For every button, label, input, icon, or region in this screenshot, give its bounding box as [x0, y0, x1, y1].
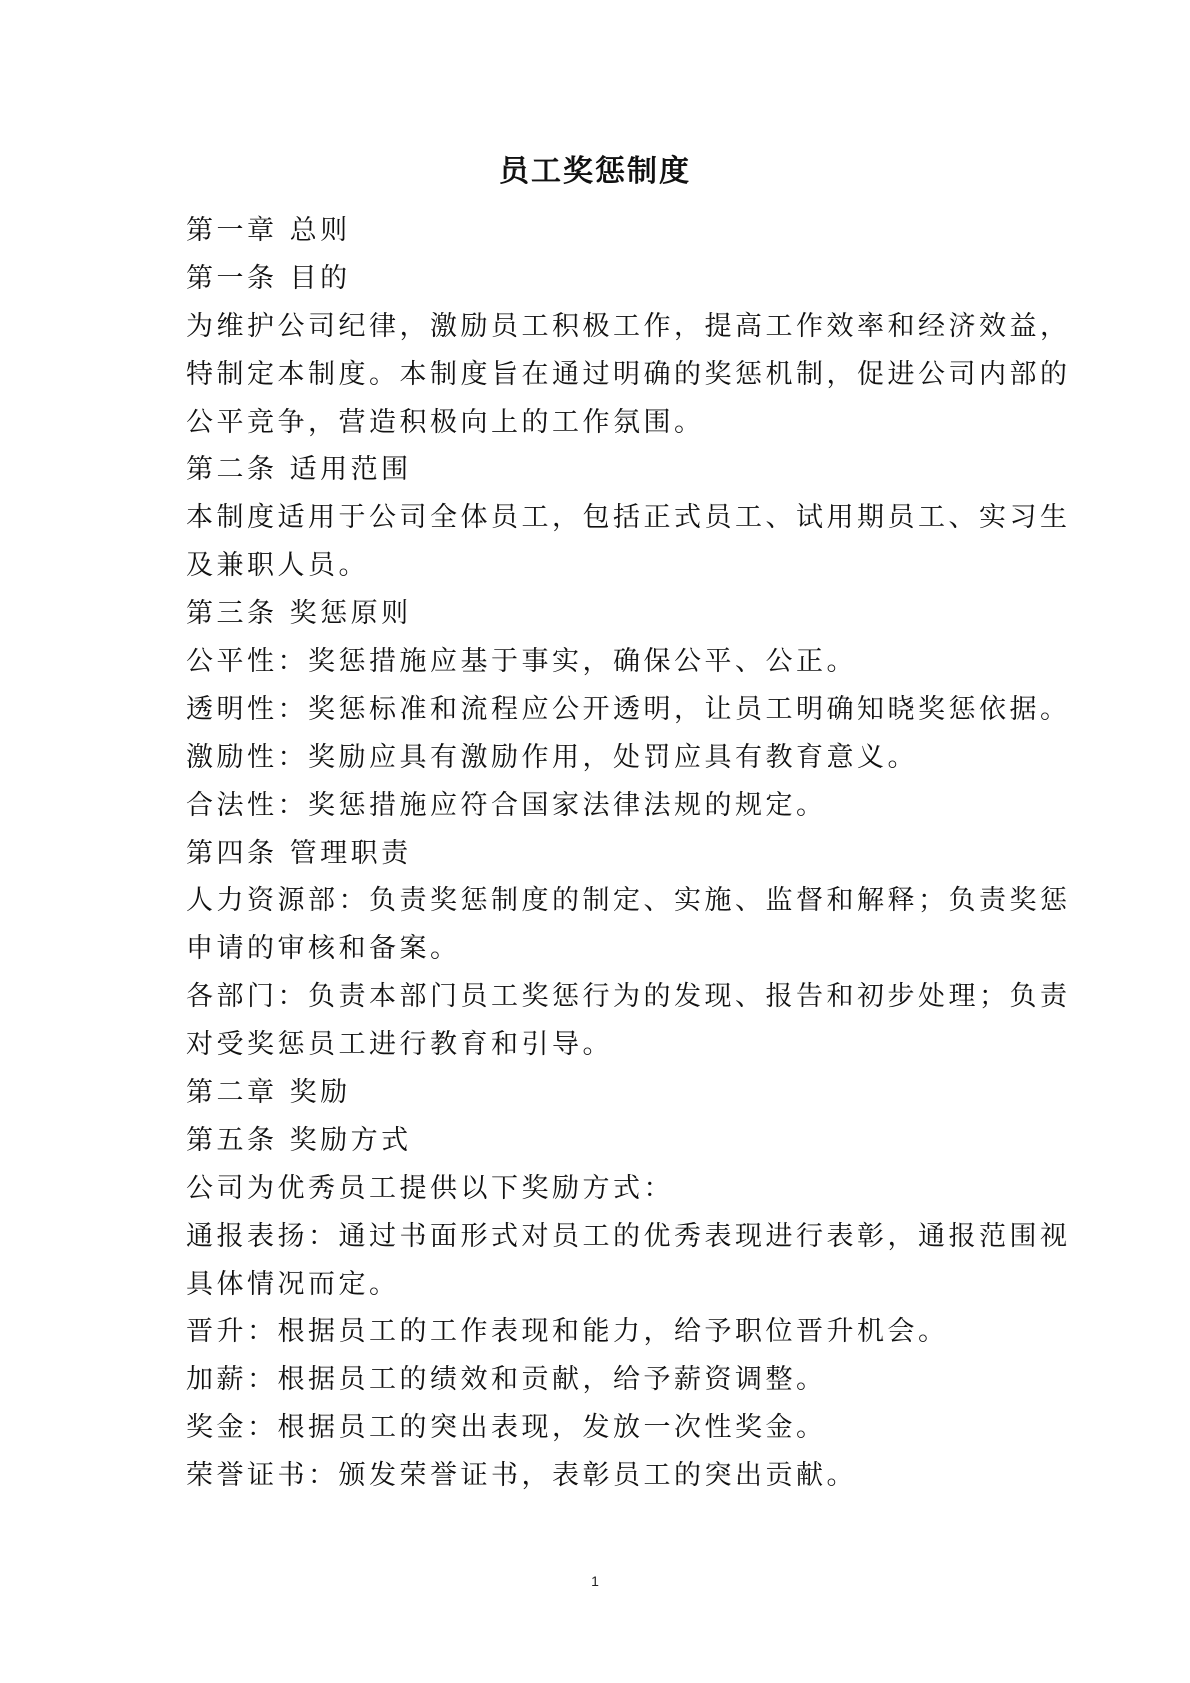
article-heading: 第一条 目的 [186, 262, 351, 294]
paragraph-line: 透明性：奖惩标准和流程应公开透明，让员工明确知晓奖惩依据。 [186, 693, 1071, 725]
article-heading: 第二条 适用范围 [186, 454, 412, 486]
paragraph-line: 公平性：奖惩措施应基于事实，确保公平、公正。 [186, 646, 857, 678]
document-body [186, 207, 1071, 1500]
article-heading: 第四条 管理职责 [186, 837, 412, 869]
paragraph-line: 本制度适用于公司全体员工，包括正式员工、试用期员工、实习生 [186, 502, 1071, 534]
paragraph-line: 具体情况而定。 [186, 1268, 400, 1300]
paragraph-line: 激励性：奖励应具有激励作用，处罚应具有教育意义。 [186, 741, 918, 773]
page-number: 1 [591, 1573, 599, 1589]
document-title: 员工奖惩制度 [499, 154, 691, 189]
article-heading: 第三条 奖惩原则 [186, 598, 412, 630]
paragraph-line: 人力资源部：负责奖惩制度的制定、实施、监督和解释；负责奖惩 [186, 885, 1071, 917]
paragraph-line: 及兼职人员。 [186, 550, 369, 582]
paragraph-line: 对受奖惩员工进行教育和引导。 [186, 1029, 613, 1061]
paragraph-line: 公司为优秀员工提供以下奖励方式： [186, 1172, 674, 1204]
paragraph-line: 申请的审核和备案。 [186, 933, 461, 965]
article-heading: 第五条 奖励方式 [186, 1124, 412, 1156]
paragraph-line: 合法性：奖惩措施应符合国家法律法规的规定。 [186, 789, 827, 821]
paragraph-line: 荣誉证书：颁发荣誉证书，表彰员工的突出贡献。 [186, 1460, 857, 1492]
paragraph-line: 各部门：负责本部门员工奖惩行为的发现、报告和初步处理；负责 [186, 981, 1071, 1013]
chapter-heading: 第一章 总则 [186, 215, 351, 246]
paragraph-line: 奖金：根据员工的突出表现，发放一次性奖金。 [186, 1412, 827, 1444]
paragraph-line: 加薪：根据员工的绩效和贡献，给予薪资调整。 [186, 1364, 827, 1396]
paragraph-line: 晋升：根据员工的工作表现和能力，给予职位晋升机会。 [186, 1316, 949, 1348]
paragraph-line: 特制定本制度。本制度旨在通过明确的奖惩机制，促进公司内部的 [186, 358, 1071, 390]
paragraph-line: 为维护公司纪律，激励员工积极工作，提高工作效率和经济效益， [186, 310, 1071, 342]
paragraph-line: 通报表扬：通过书面形式对员工的优秀表现进行表彰，通报范围视 [186, 1220, 1071, 1252]
paragraph-line: 公平竞争，营造积极向上的工作氛围。 [186, 406, 705, 438]
chapter-heading: 第二章 奖励 [186, 1077, 351, 1109]
